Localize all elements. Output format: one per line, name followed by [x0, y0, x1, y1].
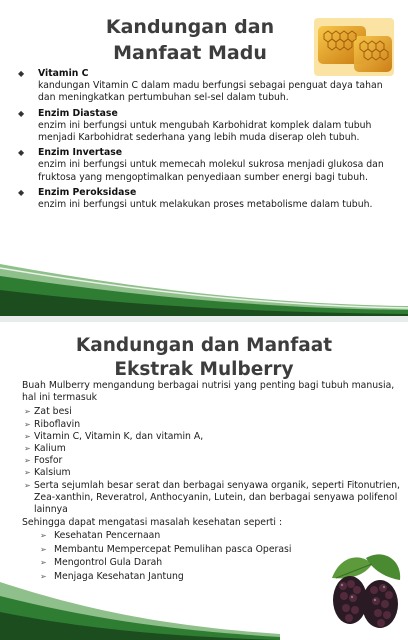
slide-title-mulberry — [30, 334, 378, 382]
slide-mulberry — [0, 322, 408, 640]
arrow-bullet-icon: ➢ — [40, 558, 47, 568]
arrow-bullet-icon: ➢ — [24, 419, 31, 429]
mulberry-image — [326, 548, 404, 630]
nutrient-list — [22, 406, 400, 516]
arrow-bullet-icon: ➢ — [24, 407, 31, 417]
list-item — [16, 147, 398, 184]
diamond-bullet-icon: ◆ — [18, 148, 25, 158]
list-item: ➢ Kesehatan Pencernaan — [40, 530, 161, 542]
arrow-bullet-icon: ➢ — [24, 456, 31, 466]
title-line-2: Ekstrak Mulberry — [114, 359, 294, 380]
diamond-bullet-icon: ◆ — [18, 108, 25, 118]
item-name: Vitamin C — [38, 68, 89, 79]
list-item: ➢ Membantu Mempercepat Pemulihan pasca Operasi — [40, 543, 292, 555]
list-item: ➢ Mengontrol Gula Darah — [40, 557, 163, 569]
arrow-bullet-icon: ➢ — [40, 571, 47, 581]
arrow-bullet-icon: ➢ — [24, 431, 31, 441]
item-description: enzim ini berfungsi untuk mengubah Karbohidrat komplek dalam tubuh menjadi Karbohidrat sederhana yang lebih muda diserap oleh tubuh. — [38, 119, 372, 144]
diamond-bullet-icon: ◆ — [18, 187, 25, 197]
arrow-bullet-icon: ➢ — [24, 468, 31, 478]
list-item — [16, 187, 398, 211]
item-description: enzim ini berfungsi untuk memecah molekul sukrosa menjadi glukosa dan fruktosa yang mengoptimalkan penyediaan sumber energi bagi tubuh. — [38, 159, 384, 183]
green-swoosh-decoration — [0, 246, 408, 316]
arrow-bullet-icon: ➢ — [40, 544, 47, 554]
item-name: Enzim Diastase — [38, 107, 118, 119]
arrow-bullet-icon: ➢ — [24, 480, 31, 490]
title-line-1: Kandungan dan Manfaat — [75, 335, 333, 356]
arrow-bullet-icon: ➢ — [24, 444, 31, 454]
list-item: ➢ Riboflavin — [24, 418, 81, 430]
diamond-bullet-icon: ◆ — [18, 69, 25, 78]
slide-title-madu: Kandungan dan Manfaat Madu — [105, 16, 275, 64]
intro-text: Buah Mulberry mengandung berbagai nutrisi yang penting bagi tubuh manusia, hal ini termasuk — [22, 380, 395, 404]
list-item: ➢ Vitamin C, Vitamin K, dan vitamin A, — [24, 430, 204, 442]
arrow-bullet-icon: ➢ — [40, 531, 47, 541]
item-description: kandungan Vitamin C dalam madu berfungsi sebagai penguat daya tahan dan meningkatkan pertumbuhan sel-sel dalam tubuh. — [38, 80, 383, 104]
list-item: ➢ Serta sejumlah besar serat dan berbagai senyawa organik, seperti Fitonutrien, Zea-xanthin, Reveratrol, Anthocyanin, Lutein, dan berbagai senyawa polifenol lainnya — [24, 479, 401, 516]
list-item — [16, 68, 398, 105]
list-item: ➢ Fosfor — [24, 455, 63, 467]
item-name: Enzim Peroksidase — [38, 186, 137, 198]
list-item: ➢ Menjaga Kesehatan Jantung — [40, 570, 184, 582]
item-description: enzim ini berfungsi untuk melakukan proses metabolisme dalam tubuh. — [38, 199, 373, 211]
list-item: ➢ Kalsium — [24, 467, 71, 479]
list-item: ➢ Kalium — [24, 443, 66, 455]
madu-content — [16, 68, 398, 214]
slide-madu — [0, 0, 408, 316]
list-item — [16, 108, 398, 145]
conclusion-text: Sehingga dapat mengatasi masalah kesehatan seperti : — [22, 517, 283, 529]
item-name: Enzim Invertase — [38, 147, 123, 159]
list-item: ➢ Zat besi — [24, 406, 72, 418]
